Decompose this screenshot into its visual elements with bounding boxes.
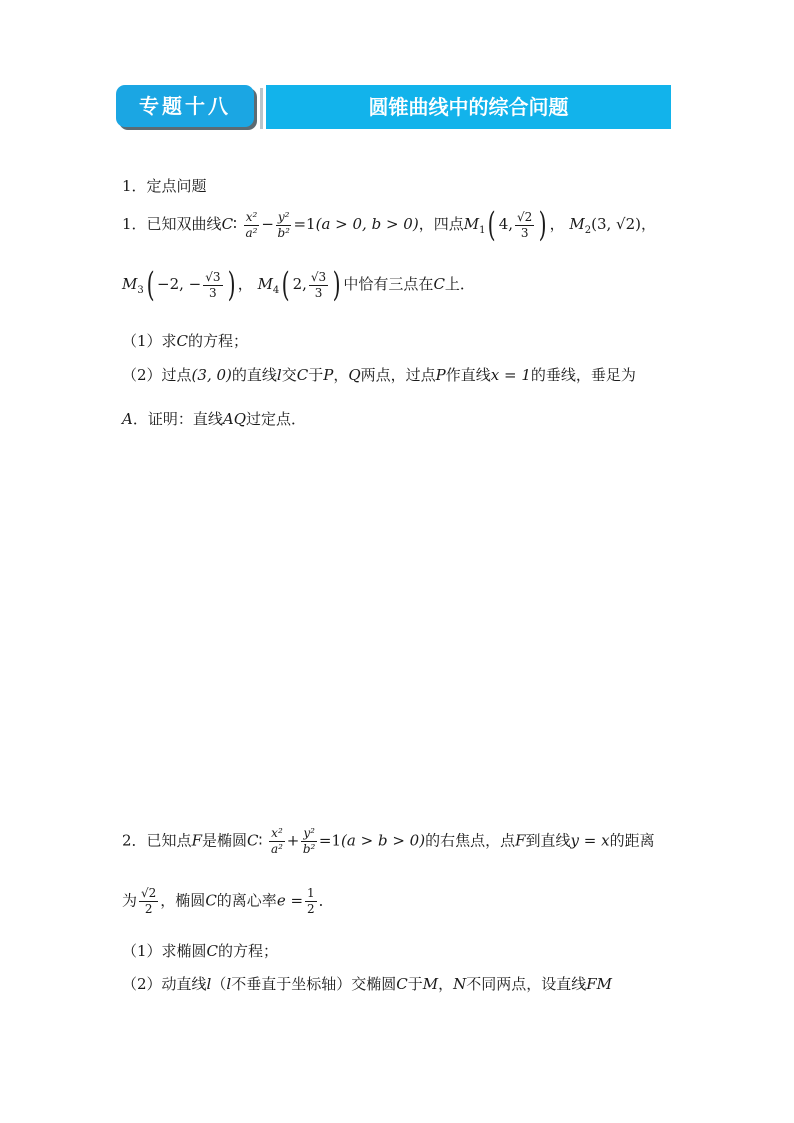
header-banner <box>116 85 671 129</box>
var-Q: Q <box>348 366 361 384</box>
colon: ∶ <box>258 831 263 850</box>
part2-text: （ <box>211 975 227 993</box>
problem1-text: ，四点 <box>418 215 464 233</box>
part2-text: 的直线 <box>231 366 277 384</box>
fraction-sqrt2-2 <box>139 886 158 917</box>
part2-label: （2）动直线 <box>122 975 207 993</box>
var-P: P <box>323 366 334 384</box>
part2-text: 于 <box>407 975 423 993</box>
denominator: 2 <box>144 902 153 916</box>
equals-one: =1 <box>318 831 342 850</box>
problem2-text: 为 <box>122 891 138 910</box>
var-F: F <box>191 831 202 850</box>
problem2-text: 的右焦点，点 <box>425 831 516 850</box>
condition: (a > 0, b > 0) <box>315 215 419 233</box>
section-heading: 1．定点问题 <box>122 177 207 195</box>
problem1-line2 <box>122 265 475 305</box>
point-M2: M <box>569 215 585 233</box>
equals-one: =1 <box>293 215 316 233</box>
var-M: M <box>422 975 439 993</box>
fraction-1-2 <box>305 886 317 917</box>
problem1-text: 上． <box>444 275 475 293</box>
denominator: a² <box>245 225 258 240</box>
problem1-part1 <box>122 330 248 351</box>
part2-text: 不同两点，设直线 <box>466 975 587 993</box>
denominator: 2 <box>307 902 315 916</box>
numerator: y² <box>277 209 290 224</box>
part2-text: 过定点． <box>246 410 307 428</box>
subscript: 3 <box>137 285 144 296</box>
numerator: √3 <box>205 269 221 284</box>
part2-text: 于 <box>308 366 324 384</box>
fraction-sqrt2-3 <box>515 210 534 241</box>
M2-coord: (3, √2) <box>591 215 641 233</box>
part2-text: 两点，过点 <box>360 366 436 384</box>
var-C: C <box>206 942 219 960</box>
problem1-text: 中恰有三点在 <box>343 275 434 293</box>
eccentricity: e = <box>276 891 304 910</box>
numerator: √3 <box>310 269 327 284</box>
problem1-number: 1． <box>122 215 147 233</box>
fraction-x2-a2 <box>244 210 260 241</box>
var-C: C <box>221 215 234 233</box>
var-l: l <box>206 975 212 993</box>
problem2-part2 <box>122 973 612 994</box>
part1-text: 的方程； <box>218 942 279 960</box>
problem2-text: ． <box>318 891 334 910</box>
problem2-part1 <box>122 940 278 961</box>
var-N: N <box>453 975 467 993</box>
denominator: a² <box>270 842 283 856</box>
paren-close: ) <box>538 205 547 245</box>
separator: ， <box>641 215 657 233</box>
point-M4: M <box>257 275 273 293</box>
var-l: l <box>276 366 282 384</box>
var-C: C <box>205 891 217 910</box>
problem1-part2 <box>122 364 636 385</box>
part1-label: （1）求椭圆 <box>122 942 207 960</box>
paren-close: ) <box>227 265 236 305</box>
var-C: C <box>247 831 259 850</box>
numerator: 1 <box>307 886 315 900</box>
fraction-y2-b2 <box>301 826 317 857</box>
var-F: F <box>515 831 526 850</box>
paren-open: ( <box>281 265 290 305</box>
problem2-text: 到直线 <box>525 831 571 850</box>
part2-label: （2）过点 <box>122 366 192 384</box>
var-C: C <box>296 366 309 384</box>
subscript: 2 <box>584 225 592 236</box>
var-C: C <box>433 275 445 293</box>
denominator: 3 <box>314 285 323 300</box>
fraction-sqrt3-3 <box>203 270 222 301</box>
problem2-text: ，椭圆 <box>160 891 206 910</box>
fraction-y2-b2 <box>276 210 292 241</box>
fraction-sqrt3-3 <box>309 270 328 301</box>
point-M1: M <box>463 215 480 233</box>
paren-close: ) <box>332 265 341 305</box>
numerator: √2 <box>517 209 533 224</box>
var-C: C <box>396 975 408 993</box>
M3-coord: −2, − <box>157 275 202 293</box>
numerator: √2 <box>141 886 157 900</box>
denominator: 3 <box>209 285 217 300</box>
numerator: y² <box>303 826 315 840</box>
line-x-eq-1: x = 1 <box>490 366 531 384</box>
part2-text: 不垂直于坐标轴）交椭圆 <box>231 975 397 993</box>
var-C: C <box>176 332 189 350</box>
M1-coord: 4, <box>498 215 514 233</box>
part1-text: 的方程； <box>188 332 249 350</box>
fraction-x2-a2 <box>269 826 285 857</box>
line-y-eq-x: y = x <box>570 831 610 850</box>
part1-label: （1）求 <box>122 332 177 350</box>
separator: ， <box>333 366 349 384</box>
var-l: l <box>226 975 232 993</box>
var-P: P <box>435 366 446 384</box>
point-M3: M <box>122 275 138 293</box>
problem2-text: 的距离 <box>609 831 655 850</box>
point-3-0: (3, 0) <box>191 366 232 384</box>
denominator: b² <box>277 225 290 240</box>
paren-open: ( <box>146 265 155 305</box>
problem2-number: 2． <box>122 831 147 850</box>
separator: ， <box>237 275 253 293</box>
condition: (a > b > 0) <box>341 831 426 850</box>
numerator: x² <box>245 209 258 224</box>
part2-text: 作直线 <box>445 366 491 384</box>
denominator: 3 <box>520 225 529 240</box>
plus-sign: + <box>286 831 300 850</box>
problem2-text: 的离心率 <box>216 891 277 910</box>
minus-sign: − <box>261 215 274 233</box>
var-FM: FM <box>586 975 612 993</box>
separator: ， <box>438 975 454 993</box>
topic-badge: 专题十八 <box>116 85 254 127</box>
problem1-line1 <box>122 205 657 245</box>
separator: ， <box>549 215 565 233</box>
subscript: 4 <box>272 285 280 296</box>
M4-coord: 2, <box>292 275 307 293</box>
part2-text: 的垂线，垂足为 <box>530 366 636 384</box>
var-AQ: AQ <box>222 410 246 428</box>
problem1-text: 已知双曲线 <box>146 215 222 233</box>
paren-open: ( <box>488 205 497 245</box>
problem2-line2 <box>122 886 334 917</box>
problem1-part2-cont <box>122 408 306 429</box>
problem2-text: 已知点 <box>146 831 192 850</box>
problem2-text: 是椭圆 <box>201 831 247 850</box>
part2-text: 交 <box>281 366 297 384</box>
subscript: 1 <box>479 225 486 236</box>
topic-title: 圆锥曲线中的综合问题 <box>266 85 671 129</box>
numerator: x² <box>271 826 283 840</box>
part2-text: ．证明：直线 <box>132 410 223 428</box>
problem2-line1 <box>122 826 655 857</box>
denominator: b² <box>302 842 316 856</box>
colon: ∶ <box>233 215 237 233</box>
var-A: A <box>122 410 133 428</box>
